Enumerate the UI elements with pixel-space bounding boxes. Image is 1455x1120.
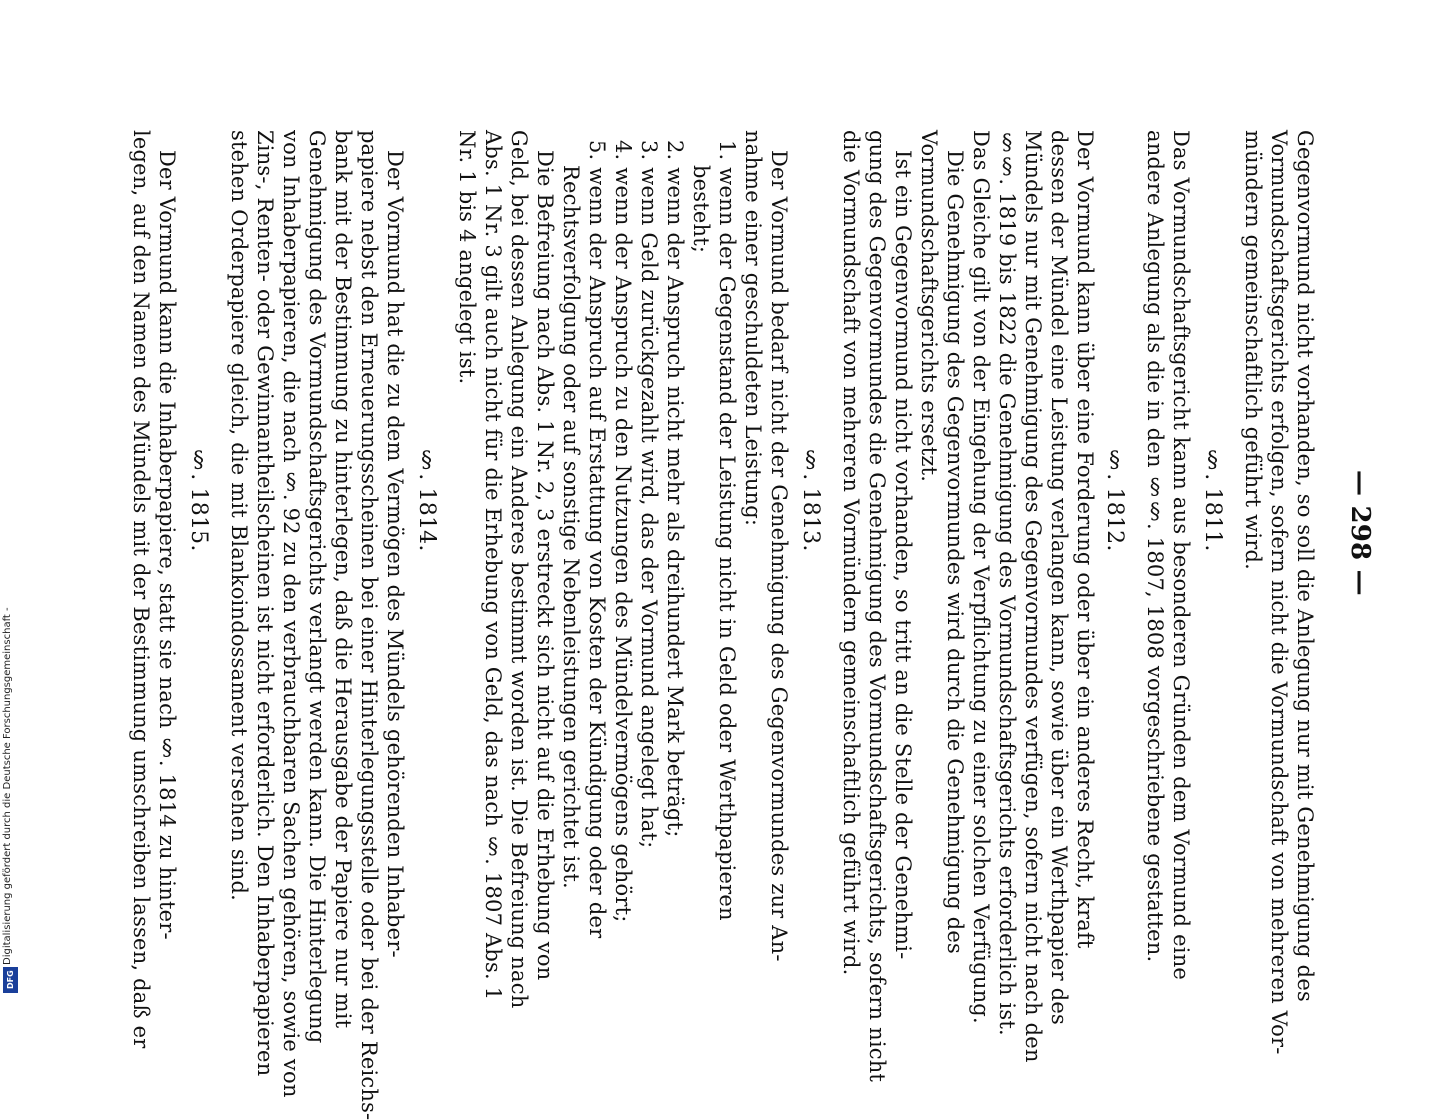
dfg-logo: DFG xyxy=(3,967,18,993)
text-line: bank mit der Bestimmung zu hinterlegen, daß die Herausgabe der Papiere nur mit xyxy=(331,130,355,1029)
text-line: Gegenvormund nicht vorhanden, so soll die Anlegung nur mit Genehmigung des xyxy=(1293,130,1317,1002)
digitization-credit xyxy=(0,605,22,1000)
text-line: Geld, bei dessen Anlegung ein Anderes bestimmt worden ist. Die Befreiung nach xyxy=(507,130,531,1009)
text-line: Ist ein Gegenvormund nicht vorhanden, so tritt an die Stelle der Genehmi- xyxy=(891,150,915,960)
text-line: dessen der Mündel eine Leistung verlangen kann, sowie über ein Werthpapier des xyxy=(1047,130,1071,1025)
text-line: Nr. 1 bis 4 angelegt ist. xyxy=(455,130,479,385)
text-line: Mündels nur mit Genehmigung des Gegenvormundes verfügen, sofern nicht nach den xyxy=(1021,130,1045,1063)
text-line: von Inhaberpapieren, die nach §. 92 zu den verbrauchbaren Sachen gehören, sowie von xyxy=(279,130,303,1098)
text-line: stehen Orderpapiere gleich, die mit Blankoindossament versehen sind. xyxy=(227,130,251,901)
list-item: 4. wenn der Anspruch zu den Nutzungen des Mündelvermögens gehört; xyxy=(611,140,635,923)
text-line: nahme einer geschuldeten Leistung: xyxy=(741,130,765,527)
text-line: andere Anlegung als die in den §§. 1807, 1808 vorgeschriebene gestatten. xyxy=(1143,130,1167,963)
text-line: Die Befreiung nach Abs. 1 Nr. 2, 3 erstreckt sich nicht auf die Erhebung von xyxy=(533,150,557,981)
section-heading: §. 1811. xyxy=(1200,448,1225,552)
list-item: 2. wenn der Anspruch nicht mehr als dreihundert Mark beträgt; xyxy=(663,140,687,838)
text-line: Zins-, Renten- oder Gewinnantheilscheinen ist nicht erforderlich. Den Inhaberpapieren xyxy=(253,130,277,1077)
text-line: die Vormundschaft von mehreren Vormündern gemeinschaftlich geführt wird. xyxy=(839,130,863,976)
digitization-note: Digitalisierung gefördert durch die Deutsche Forschungsgemeinschaft - xyxy=(2,607,13,965)
text-line: Vormundschaftsgerichts ersetzt. xyxy=(917,130,941,483)
list-item: 3. wenn Geld zurückgezahlt wird, das der Vormund angelegt hat; xyxy=(637,140,661,849)
text-line: gung des Gegenvormundes die Genehmigung des Vormundschaftsgerichts, sofern nicht xyxy=(865,130,889,1083)
text-line: papiere nebst den Erneuerungsscheinen bei einer Hinterlegungsstelle oder bei der Reichs- xyxy=(357,130,381,1120)
list-item-continuation: Rechtsverfolgung oder auf sonstige Nebenleistungen gerichtet ist. xyxy=(559,165,583,889)
text-line: Das Vormundschaftsgericht kann aus besonderen Gründen dem Vormund eine xyxy=(1169,130,1193,981)
text-line: Genehmigung des Vormundschaftsgerichts verlangt werden kann. Die Hinterlegung xyxy=(305,130,329,1044)
section-heading: §. 1815. xyxy=(186,448,211,552)
text-line: Abs. 1 Nr. 3 gilt auch nicht für die Erhebung von Geld, das nach §. 1807 Abs. 1 xyxy=(481,130,505,1001)
text-line: mündern gemeinschaftlich geführt wird. xyxy=(1241,130,1265,571)
text-line: Das Gleiche gilt von der Eingehung der Verpflichtung zu einer solchen Verfügung. xyxy=(969,130,993,1024)
section-heading: §. 1812. xyxy=(1102,448,1127,552)
list-item: 1. wenn der Gegenstand der Leistung nicht in Geld oder Werthpapieren xyxy=(715,140,739,921)
text-line: §§. 1819 bis 1822 die Genehmigung des Vormundschaftsgerichts erforderlich ist. xyxy=(995,130,1019,1036)
text-line: Der Vormund bedarf nicht der Genehmigung des Gegenvormundes zur An- xyxy=(767,150,791,962)
page-number: — 298 — xyxy=(1345,470,1375,596)
list-item: 5. wenn der Anspruch auf Erstattung von Kosten der Kündigung oder der xyxy=(585,140,609,939)
text-line: Die Genehmigung des Gegenvormundes wird durch die Genehmigung des xyxy=(943,150,967,954)
section-heading: §. 1814. xyxy=(414,448,439,552)
list-item-continuation: besteht; xyxy=(689,165,713,254)
text-line: Der Vormund hat die zu dem Vermögen des Mündels gehörenden Inhaber- xyxy=(383,150,407,958)
text-line: Der Vormund kann über eine Forderung oder über ein anderes Recht, kraft xyxy=(1073,130,1097,949)
section-heading: §. 1813. xyxy=(798,448,823,552)
text-line: legen, auf den Namen des Mündels mit der Bestimmung umschreiben lassen, daß er xyxy=(129,130,153,1049)
text-line: Der Vormund kann die Inhaberpapiere, statt sie nach §. 1814 zu hinter- xyxy=(155,150,179,940)
text-line: Vormundschaftsgerichts erfolgen, sofern nicht die Vormundschaft von mehreren Vor- xyxy=(1267,130,1291,1055)
